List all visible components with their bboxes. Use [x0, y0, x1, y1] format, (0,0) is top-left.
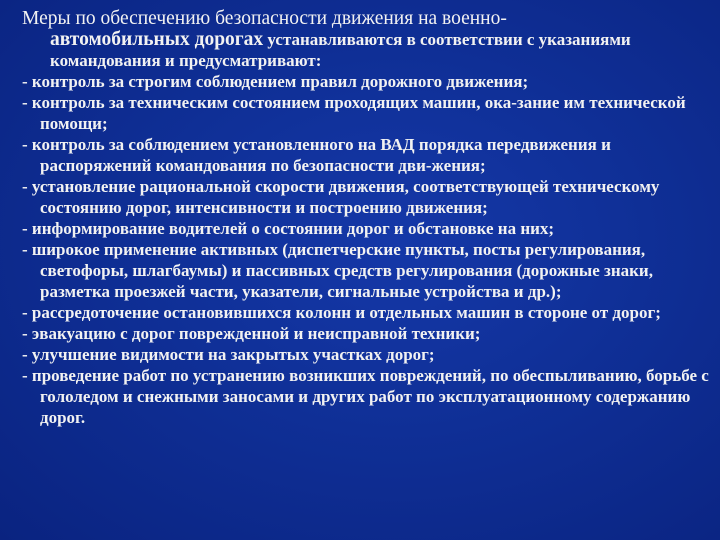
intro-lead-bold: автомобильных дорогах	[50, 29, 264, 50]
list-item: - широкое применение активных (диспетчерские пункты, посты регулирования, светофоры, шлагбаумы) и пассивных средств регулирования (дорожные знаки, разметка проезжей части, указатели, сигнальные устройства и др.);	[22, 240, 653, 301]
intro-lead: Меры по обеспечению безопасности движения на военно-	[22, 8, 507, 29]
intro-rest: устанавливаются в соответствии с указаниями командования и предусматривают:	[50, 30, 631, 70]
list-item: - контроль за соблюдением установленного на ВАД порядка передвижения и распоряжений командования по безопасности дви-жения;	[22, 135, 611, 175]
list-item: - рассредоточение остановившихся колонн и отдельных машин в стороне от дорог;	[22, 303, 661, 322]
list-item: - установление рациональной скорости движения, соответствующей техническому состоянию дорог, интенсивности и построению движения;	[22, 177, 660, 217]
list-item: - эвакуацию с дорог поврежденной и неисправной техники;	[22, 324, 481, 343]
list-item: - проведение работ по устранению возникших повреждений, по обеспыливанию, борьбе с гололедом и снежными заносами и других работ по эксплуатационному содержанию дорог.	[22, 366, 709, 427]
list-item: - улучшение видимости на закрытых участках дорог;	[22, 345, 435, 364]
intro-paragraph	[22, 8, 710, 71]
list-item: - контроль за строгим соблюдением правил дорожного движения;	[22, 72, 529, 91]
list-item: - контроль за техническим состоянием проходящих машин, ока-зание им технической помощи;	[22, 93, 686, 133]
list-item: - информирование водителей о состоянии дорог и обстановке на них;	[22, 219, 555, 238]
